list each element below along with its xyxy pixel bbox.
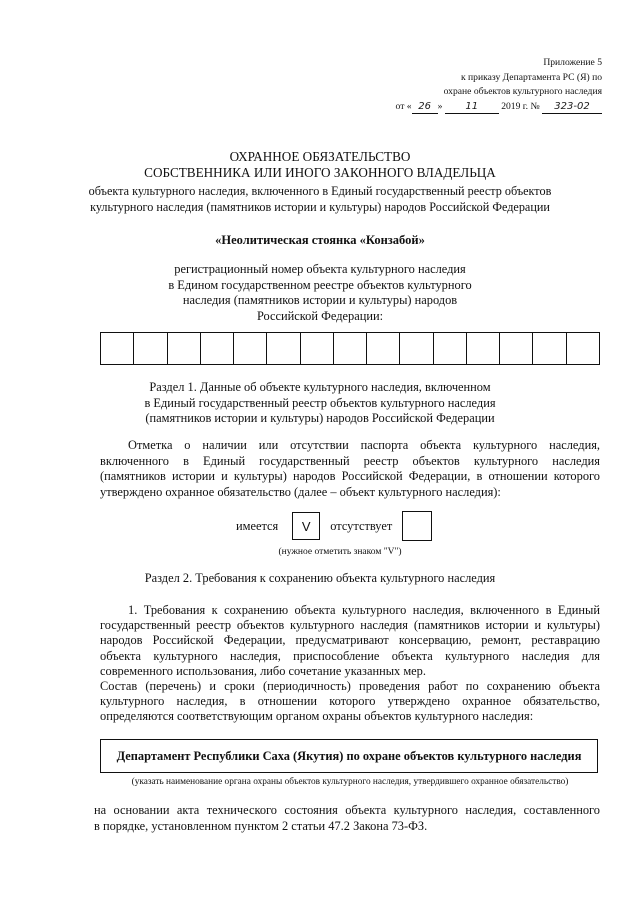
req-p2-line-2: культурного наследия, в отношении которого утверждено охранное обязательство, — [100, 694, 600, 709]
passport-paragraph — [100, 438, 600, 500]
annex-date-month: 11 — [445, 100, 499, 114]
passport-line-3: (памятников истории и культуры) народов Российской Федерации, в отношении которого — [100, 469, 600, 483]
reg-label-line-3: наследия (памятников истории и культуры) народов — [182, 293, 458, 307]
annex-line-2: к приказу Департамента РС (Я) по — [460, 71, 602, 83]
requirements-text — [100, 603, 600, 725]
req-p1-line-5: современного использования, либо сочетание указанных мер. — [100, 663, 426, 678]
section-1-line-1: Раздел 1. Данные об объекте культурного наследия, включенном — [149, 380, 491, 394]
req-p1-line-1: 1. Требования к сохранению объекта культурного наследия, включенного в Единый — [128, 603, 600, 617]
annex-block — [372, 56, 602, 114]
annex-line-3: охране объектов культурного наследия — [443, 86, 602, 97]
reg-number-label — [160, 262, 480, 324]
req-p1-line-3: народов Российской Федерации, предусматривают консервацию, ремонт, реставрацию — [100, 633, 600, 648]
reg-number-cell[interactable] — [267, 333, 300, 364]
title-description-line-2: культурного наследия (памятников истории и культуры) народов Российской Федерации — [90, 199, 550, 214]
section-2-heading: Раздел 2. Требования к сохранению объекта культурного наследия — [144, 571, 496, 585]
reg-number-cell[interactable] — [567, 333, 599, 364]
reg-number-cell[interactable] — [301, 333, 334, 364]
reg-number-cell[interactable] — [101, 333, 134, 364]
reg-number-cell[interactable] — [400, 333, 433, 364]
req-p1-line-2: государственный реестр объектов культурного наследия (памятников истории и культуры) — [100, 618, 600, 633]
section-1-heading — [120, 380, 520, 427]
authority-name: Департамент Республики Саха (Якутия) по охране объектов культурного наследия — [116, 748, 582, 763]
document-title-description — [40, 184, 600, 215]
passport-absent-label: отсутствует — [330, 518, 393, 533]
annex-date-mid: » — [437, 100, 443, 112]
annex-order-number: 323-02 — [542, 100, 602, 114]
basis-line-2: в порядке, установленном пунктом 2 статьи 47.2 Закона 73-ФЗ. — [94, 818, 428, 833]
passport-choice — [236, 512, 432, 540]
basis-line-1: на основании акта технического состояния объекта культурного наследия, составленного — [94, 803, 600, 817]
object-name: «Неолитическая стоянка «Конзабой» — [215, 233, 425, 247]
reg-number-cell[interactable] — [134, 333, 167, 364]
passport-hint: (нужное отметить знаком "V") — [278, 547, 402, 557]
section-1-line-2: в Единый государственный реестр объектов культурного наследия — [144, 395, 496, 410]
annex-date-year: 2019 г. № — [501, 100, 540, 112]
reg-number-cell[interactable] — [500, 333, 533, 364]
reg-number-boxes — [100, 332, 600, 365]
reg-number-cell[interactable] — [533, 333, 566, 364]
reg-number-cell[interactable] — [367, 333, 400, 364]
reg-label-line-1: регистрационный номер объекта культурного наследия — [174, 262, 466, 276]
authority-box — [100, 739, 598, 773]
passport-line-2: включенного в Единый государственный реестр объектов культурного наследия — [100, 453, 600, 468]
document-title: ОХРАННОЕ ОБЯЗАТЕЛЬСТВО — [229, 149, 411, 164]
reg-number-cell[interactable] — [467, 333, 500, 364]
basis-paragraph — [94, 803, 600, 834]
req-p2-line-3: определяются соответствующим органом охраны объектов культурного наследия: — [100, 709, 534, 724]
document-subtitle: СОБСТВЕННИКА ИЛИ ИНОГО ЗАКОННОГО ВЛАДЕЛЬЦА — [144, 165, 496, 180]
reg-number-cell[interactable] — [334, 333, 367, 364]
req-p2-line-1: Состав (перечень) и сроки (периодичность) проведения работ по сохранению объекта — [100, 679, 600, 694]
title-description-line-1: объекта культурного наследия, включенного в Единый государственный реестр объектов — [88, 184, 552, 198]
reg-number-cell[interactable] — [201, 333, 234, 364]
reg-number-cell[interactable] — [234, 333, 267, 364]
authority-hint: (указать наименование органа охраны объектов культурного наследия, утвердившего охранное обязательство) — [131, 777, 569, 787]
annex-date-line — [372, 100, 602, 115]
req-p1-line-4: объекта культурного наследия, приспособление объекта культурного наследия для — [100, 648, 600, 663]
passport-has-label: имеется — [236, 518, 279, 533]
annex-line-1: Приложение 5 — [543, 57, 602, 68]
annex-date-day: 26 — [412, 100, 438, 114]
reg-label-line-2: в Едином государственном реестре объектов культурного — [168, 277, 472, 292]
section-1-line-3: (памятников истории и культуры) народов Российской Федерации — [145, 411, 495, 425]
annex-date-prefix: от « — [395, 100, 412, 112]
passport-line-4: утверждено охранное обязательство (далее – объект культурного наследия): — [100, 484, 501, 499]
reg-number-cell[interactable] — [168, 333, 201, 364]
reg-number-cell[interactable] — [434, 333, 467, 364]
passport-line-1: Отметка о наличии или отсутствии паспорта объекта культурного наследия, — [128, 438, 600, 452]
passport-has-checkbox[interactable]: V — [292, 512, 320, 540]
passport-absent-checkbox[interactable] — [402, 511, 432, 541]
reg-label-line-4: Российской Федерации: — [256, 308, 384, 323]
